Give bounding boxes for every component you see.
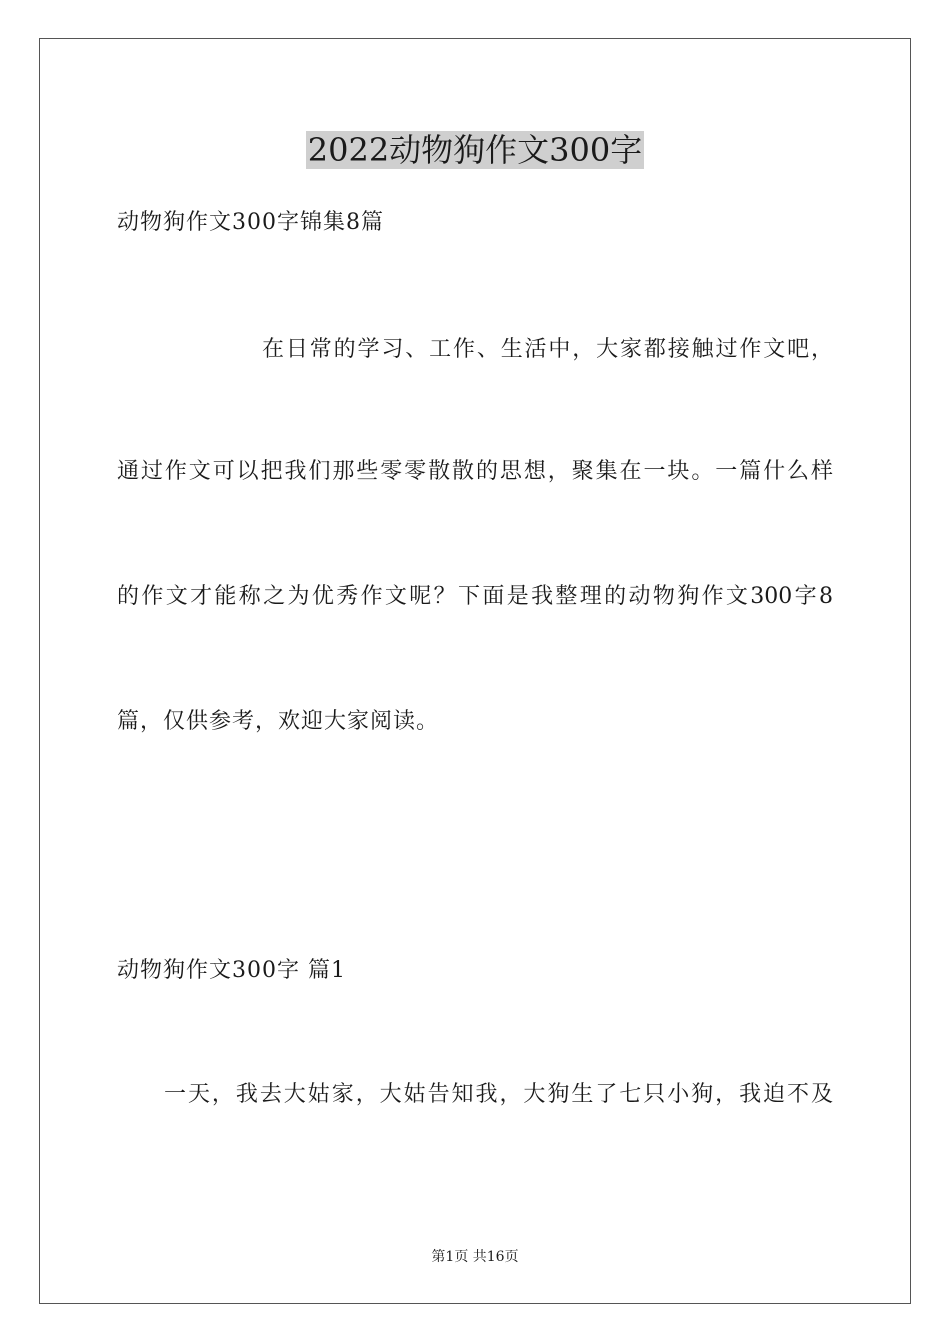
intro-line-3: 的作文才能称之为优秀作文呢？下面是我整理的动物狗作文300字8 [117,584,833,609]
intro-line-1: 在日常的学习、工作、生活中，大家都接触过作文吧， [262,337,833,362]
body-line-1: 一天，我去大姑家，大姑告知我，大狗生了七只小狗，我迫不及 [164,1082,833,1107]
intro-line-2: 通过作文可以把我们那些零零散散的思想，聚集在一块。一篇什么样 [117,459,833,484]
title-text: 2022动物狗作文300字 [307,131,643,169]
document-subtitle: 动物狗作文300字锦集8篇 [117,210,384,235]
page-footer: 第1页 共16页 [431,1249,519,1265]
document-title [0,130,950,170]
section-heading: 动物狗作文300字 篇1 [117,958,346,983]
intro-line-4: 篇，仅供参考，欢迎大家阅读。 [117,709,440,734]
